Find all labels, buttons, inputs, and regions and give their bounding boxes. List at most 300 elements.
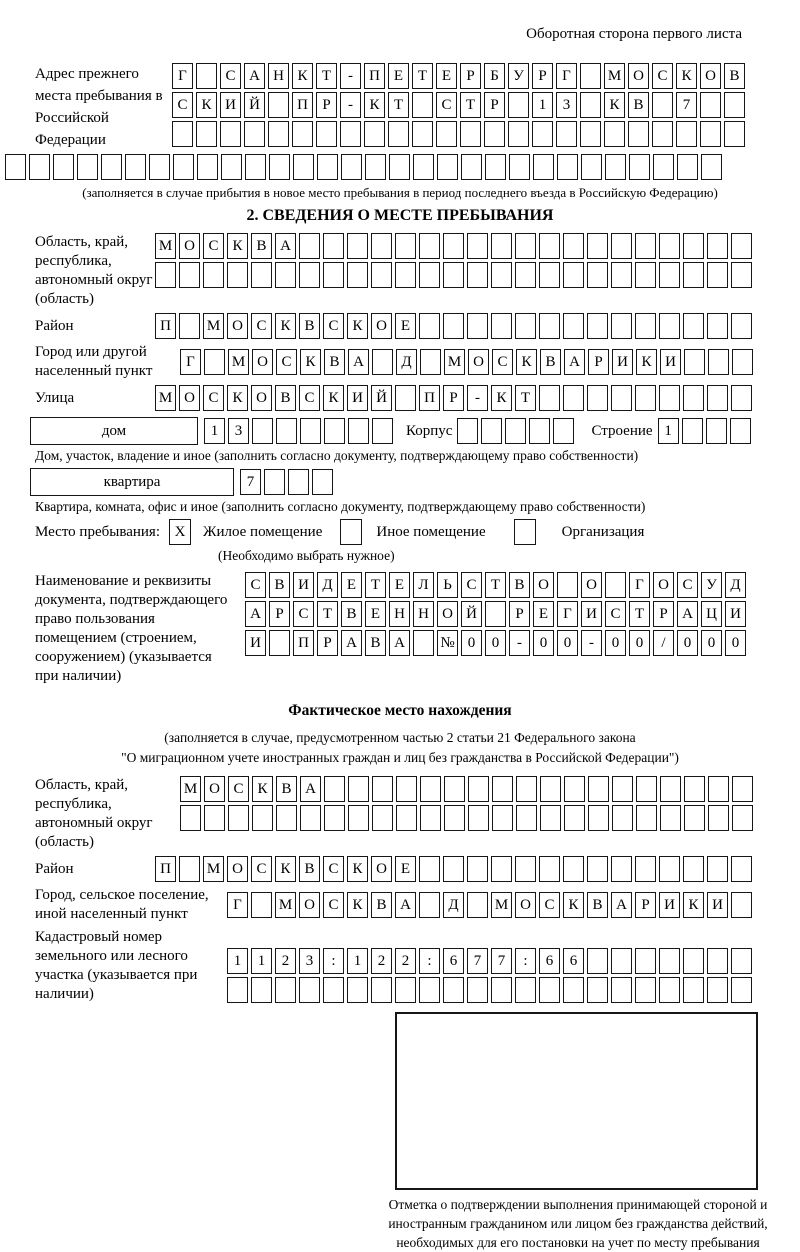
char-cell[interactable] xyxy=(204,349,225,375)
char-cell[interactable] xyxy=(268,92,289,118)
char-cell[interactable]: Р xyxy=(317,630,338,656)
char-cell[interactable] xyxy=(323,977,344,1003)
char-cell[interactable] xyxy=(684,805,705,831)
char-cell[interactable] xyxy=(468,776,489,802)
char-cell[interactable]: С xyxy=(539,892,560,918)
char-cell[interactable] xyxy=(540,776,561,802)
char-cell[interactable]: О xyxy=(371,313,392,339)
char-cell[interactable] xyxy=(587,385,608,411)
char-cell[interactable]: К xyxy=(636,349,657,375)
char-cell[interactable]: 1 xyxy=(658,418,679,444)
char-cell[interactable] xyxy=(700,121,721,147)
char-cell[interactable] xyxy=(539,856,560,882)
char-cell[interactable] xyxy=(348,776,369,802)
char-cell[interactable] xyxy=(467,313,488,339)
char-cell[interactable]: И xyxy=(660,349,681,375)
char-cell[interactable]: В xyxy=(509,572,530,598)
char-cell[interactable] xyxy=(611,856,632,882)
char-cell[interactable] xyxy=(347,262,368,288)
char-cell[interactable]: К xyxy=(196,92,217,118)
char-cell[interactable]: О xyxy=(533,572,554,598)
char-cell[interactable]: В xyxy=(724,63,745,89)
char-cell[interactable] xyxy=(659,262,680,288)
char-cell[interactable] xyxy=(485,154,506,180)
char-cell[interactable]: Д xyxy=(317,572,338,598)
char-cell[interactable] xyxy=(707,385,728,411)
char-cell[interactable] xyxy=(491,977,512,1003)
char-cell[interactable] xyxy=(515,856,536,882)
char-cell[interactable]: 0 xyxy=(725,630,746,656)
char-cell[interactable] xyxy=(659,856,680,882)
char-cell[interactable]: 0 xyxy=(557,630,578,656)
char-cell[interactable]: В xyxy=(628,92,649,118)
char-cell[interactable] xyxy=(316,121,337,147)
char-cell[interactable] xyxy=(731,892,752,918)
char-cell[interactable] xyxy=(612,805,633,831)
char-cell[interactable]: 0 xyxy=(629,630,650,656)
char-cell[interactable] xyxy=(268,121,289,147)
char-cell[interactable] xyxy=(659,313,680,339)
char-cell[interactable]: С xyxy=(677,572,698,598)
char-cell[interactable]: М xyxy=(180,776,201,802)
char-cell[interactable]: Т xyxy=(388,92,409,118)
char-cell[interactable] xyxy=(436,121,457,147)
char-cell[interactable] xyxy=(653,154,674,180)
char-cell[interactable]: В xyxy=(540,349,561,375)
char-cell[interactable]: А xyxy=(341,630,362,656)
char-cell[interactable] xyxy=(179,856,200,882)
char-cell[interactable]: П xyxy=(419,385,440,411)
char-cell[interactable]: : xyxy=(515,948,536,974)
char-cell[interactable] xyxy=(220,121,241,147)
char-cell[interactable] xyxy=(731,313,752,339)
char-cell[interactable] xyxy=(341,154,362,180)
char-cell[interactable]: К xyxy=(364,92,385,118)
char-cell[interactable] xyxy=(629,154,650,180)
char-cell[interactable]: М xyxy=(275,892,296,918)
checkbox-inoe[interactable] xyxy=(340,519,362,545)
char-cell[interactable] xyxy=(269,630,290,656)
char-cell[interactable] xyxy=(227,262,248,288)
char-cell[interactable]: Е xyxy=(436,63,457,89)
char-cell[interactable] xyxy=(604,121,625,147)
char-cell[interactable] xyxy=(252,805,273,831)
char-cell[interactable]: 1 xyxy=(532,92,553,118)
char-cell[interactable] xyxy=(491,856,512,882)
char-cell[interactable]: Е xyxy=(395,856,416,882)
char-cell[interactable] xyxy=(420,349,441,375)
checkbox-organizaciya[interactable] xyxy=(514,519,536,545)
char-cell[interactable]: Ь xyxy=(437,572,458,598)
char-cell[interactable]: И xyxy=(725,601,746,627)
char-cell[interactable]: Н xyxy=(268,63,289,89)
char-cell[interactable]: И xyxy=(293,572,314,598)
char-cell[interactable] xyxy=(443,977,464,1003)
char-cell[interactable] xyxy=(77,154,98,180)
char-cell[interactable] xyxy=(492,805,513,831)
char-cell[interactable]: Т xyxy=(460,92,481,118)
char-cell[interactable]: С xyxy=(228,776,249,802)
char-cell[interactable]: Е xyxy=(388,63,409,89)
char-cell[interactable] xyxy=(659,948,680,974)
char-cell[interactable] xyxy=(635,313,656,339)
char-cell[interactable] xyxy=(563,856,584,882)
char-cell[interactable] xyxy=(227,977,248,1003)
char-cell[interactable] xyxy=(684,776,705,802)
char-cell[interactable] xyxy=(457,418,478,444)
char-cell[interactable] xyxy=(563,385,584,411)
char-cell[interactable] xyxy=(659,385,680,411)
char-cell[interactable] xyxy=(491,262,512,288)
char-cell[interactable]: - xyxy=(509,630,530,656)
char-cell[interactable]: О xyxy=(700,63,721,89)
char-cell[interactable] xyxy=(179,262,200,288)
char-cell[interactable] xyxy=(707,948,728,974)
char-cell[interactable]: 0 xyxy=(533,630,554,656)
char-cell[interactable]: С xyxy=(323,313,344,339)
char-cell[interactable] xyxy=(419,892,440,918)
char-cell[interactable] xyxy=(443,313,464,339)
char-cell[interactable] xyxy=(467,856,488,882)
char-cell[interactable]: С xyxy=(293,601,314,627)
char-cell[interactable]: М xyxy=(155,385,176,411)
char-cell[interactable] xyxy=(660,805,681,831)
char-cell[interactable]: С xyxy=(436,92,457,118)
char-cell[interactable]: Р xyxy=(460,63,481,89)
char-cell[interactable] xyxy=(221,154,242,180)
char-cell[interactable] xyxy=(299,977,320,1003)
char-cell[interactable] xyxy=(437,154,458,180)
char-cell[interactable] xyxy=(731,233,752,259)
char-cell[interactable]: 2 xyxy=(371,948,392,974)
char-cell[interactable] xyxy=(371,262,392,288)
char-cell[interactable] xyxy=(372,805,393,831)
char-cell[interactable]: 1 xyxy=(347,948,368,974)
char-cell[interactable] xyxy=(683,977,704,1003)
char-cell[interactable] xyxy=(419,233,440,259)
char-cell[interactable]: А xyxy=(564,349,585,375)
char-cell[interactable]: В xyxy=(275,385,296,411)
char-cell[interactable]: 3 xyxy=(228,418,249,444)
char-cell[interactable] xyxy=(467,233,488,259)
char-cell[interactable]: С xyxy=(323,892,344,918)
char-cell[interactable] xyxy=(529,418,550,444)
char-cell[interactable]: К xyxy=(292,63,313,89)
char-cell[interactable] xyxy=(323,262,344,288)
char-cell[interactable] xyxy=(5,154,26,180)
char-cell[interactable] xyxy=(553,418,574,444)
char-cell[interactable]: П xyxy=(293,630,314,656)
char-cell[interactable] xyxy=(484,121,505,147)
char-cell[interactable]: О xyxy=(437,601,458,627)
char-cell[interactable]: У xyxy=(701,572,722,598)
char-cell[interactable]: О xyxy=(628,63,649,89)
char-cell[interactable] xyxy=(251,977,272,1003)
char-cell[interactable]: 0 xyxy=(677,630,698,656)
char-cell[interactable]: О xyxy=(252,349,273,375)
char-cell[interactable]: А xyxy=(245,601,266,627)
char-cell[interactable]: У xyxy=(508,63,529,89)
char-cell[interactable] xyxy=(677,154,698,180)
char-cell[interactable]: О xyxy=(179,385,200,411)
char-cell[interactable]: Р xyxy=(316,92,337,118)
char-cell[interactable]: Д xyxy=(725,572,746,598)
char-cell[interactable] xyxy=(587,948,608,974)
char-cell[interactable]: К xyxy=(347,313,368,339)
char-cell[interactable] xyxy=(636,776,657,802)
char-cell[interactable] xyxy=(396,805,417,831)
char-cell[interactable] xyxy=(288,469,309,495)
char-cell[interactable] xyxy=(365,154,386,180)
char-cell[interactable] xyxy=(149,154,170,180)
char-cell[interactable]: Р xyxy=(532,63,553,89)
char-cell[interactable] xyxy=(443,233,464,259)
char-cell[interactable] xyxy=(587,262,608,288)
char-cell[interactable] xyxy=(588,805,609,831)
char-cell[interactable]: Е xyxy=(341,572,362,598)
char-cell[interactable] xyxy=(581,154,602,180)
char-cell[interactable] xyxy=(481,418,502,444)
char-cell[interactable] xyxy=(683,856,704,882)
char-cell[interactable]: Т xyxy=(515,385,536,411)
char-cell[interactable] xyxy=(395,233,416,259)
char-cell[interactable]: 2 xyxy=(395,948,416,974)
char-cell[interactable] xyxy=(372,776,393,802)
char-cell[interactable]: М xyxy=(203,856,224,882)
char-cell[interactable] xyxy=(635,977,656,1003)
char-cell[interactable] xyxy=(683,385,704,411)
char-cell[interactable] xyxy=(276,805,297,831)
char-cell[interactable] xyxy=(467,892,488,918)
char-cell[interactable] xyxy=(515,262,536,288)
char-cell[interactable] xyxy=(275,977,296,1003)
char-cell[interactable]: С xyxy=(276,349,297,375)
char-cell[interactable] xyxy=(724,121,745,147)
char-cell[interactable]: И xyxy=(220,92,241,118)
char-cell[interactable] xyxy=(611,948,632,974)
char-cell[interactable]: Р xyxy=(484,92,505,118)
char-cell[interactable] xyxy=(388,121,409,147)
char-cell[interactable]: 1 xyxy=(227,948,248,974)
char-cell[interactable] xyxy=(682,418,703,444)
char-cell[interactable]: И xyxy=(707,892,728,918)
char-cell[interactable] xyxy=(707,313,728,339)
char-cell[interactable] xyxy=(539,233,560,259)
char-cell[interactable]: К xyxy=(347,856,368,882)
char-cell[interactable]: К xyxy=(516,349,537,375)
char-cell[interactable] xyxy=(269,154,290,180)
char-cell[interactable] xyxy=(275,262,296,288)
char-cell[interactable] xyxy=(707,977,728,1003)
char-cell[interactable] xyxy=(611,233,632,259)
char-cell[interactable] xyxy=(264,469,285,495)
char-cell[interactable]: Е xyxy=(389,572,410,598)
char-cell[interactable]: О xyxy=(515,892,536,918)
char-cell[interactable]: Г xyxy=(180,349,201,375)
char-cell[interactable]: Г xyxy=(629,572,650,598)
char-cell[interactable]: С xyxy=(251,856,272,882)
char-cell[interactable]: О xyxy=(179,233,200,259)
char-cell[interactable] xyxy=(652,92,673,118)
char-cell[interactable]: - xyxy=(340,63,361,89)
char-cell[interactable] xyxy=(371,233,392,259)
char-cell[interactable] xyxy=(605,154,626,180)
char-cell[interactable] xyxy=(324,776,345,802)
char-cell[interactable] xyxy=(636,805,657,831)
char-cell[interactable] xyxy=(300,418,321,444)
char-cell[interactable] xyxy=(324,418,345,444)
char-cell[interactable]: И xyxy=(659,892,680,918)
char-cell[interactable] xyxy=(101,154,122,180)
char-cell[interactable] xyxy=(395,977,416,1003)
char-cell[interactable] xyxy=(539,385,560,411)
char-cell[interactable]: С xyxy=(299,385,320,411)
char-cell[interactable]: В xyxy=(269,572,290,598)
char-cell[interactable] xyxy=(468,805,489,831)
char-cell[interactable]: Т xyxy=(485,572,506,598)
char-cell[interactable] xyxy=(323,233,344,259)
char-cell[interactable] xyxy=(292,121,313,147)
char-cell[interactable] xyxy=(707,856,728,882)
char-cell[interactable] xyxy=(701,154,722,180)
char-cell[interactable] xyxy=(419,313,440,339)
char-cell[interactable] xyxy=(419,977,440,1003)
char-cell[interactable]: № xyxy=(437,630,458,656)
char-cell[interactable]: А xyxy=(611,892,632,918)
char-cell[interactable] xyxy=(635,262,656,288)
char-cell[interactable]: Р xyxy=(443,385,464,411)
char-cell[interactable]: В xyxy=(251,233,272,259)
char-cell[interactable] xyxy=(347,977,368,1003)
char-cell[interactable] xyxy=(125,154,146,180)
char-cell[interactable] xyxy=(412,121,433,147)
char-cell[interactable]: Г xyxy=(556,63,577,89)
char-cell[interactable] xyxy=(317,154,338,180)
char-cell[interactable] xyxy=(556,121,577,147)
char-cell[interactable]: Ц xyxy=(701,601,722,627)
char-cell[interactable]: С xyxy=(251,313,272,339)
char-cell[interactable] xyxy=(611,262,632,288)
char-cell[interactable] xyxy=(395,262,416,288)
char-cell[interactable]: К xyxy=(323,385,344,411)
char-cell[interactable] xyxy=(515,313,536,339)
char-cell[interactable] xyxy=(53,154,74,180)
char-cell[interactable]: 0 xyxy=(701,630,722,656)
char-cell[interactable]: С xyxy=(461,572,482,598)
char-cell[interactable] xyxy=(372,349,393,375)
char-cell[interactable]: Й xyxy=(244,92,265,118)
char-cell[interactable]: О xyxy=(653,572,674,598)
char-cell[interactable]: 7 xyxy=(240,469,261,495)
char-cell[interactable]: К xyxy=(275,856,296,882)
char-cell[interactable]: И xyxy=(347,385,368,411)
char-cell[interactable]: Й xyxy=(461,601,482,627)
char-cell[interactable] xyxy=(276,418,297,444)
char-cell[interactable]: - xyxy=(467,385,488,411)
char-cell[interactable]: Г xyxy=(172,63,193,89)
char-cell[interactable] xyxy=(539,313,560,339)
char-cell[interactable] xyxy=(539,977,560,1003)
char-cell[interactable]: К xyxy=(227,385,248,411)
char-cell[interactable] xyxy=(612,776,633,802)
char-cell[interactable] xyxy=(389,154,410,180)
char-cell[interactable]: 7 xyxy=(467,948,488,974)
char-cell[interactable]: Г xyxy=(557,601,578,627)
char-cell[interactable]: 6 xyxy=(563,948,584,974)
char-cell[interactable]: В xyxy=(341,601,362,627)
char-cell[interactable] xyxy=(419,262,440,288)
char-cell[interactable] xyxy=(732,349,753,375)
char-cell[interactable] xyxy=(731,385,752,411)
char-cell[interactable] xyxy=(461,154,482,180)
char-cell[interactable] xyxy=(491,233,512,259)
char-cell[interactable]: 6 xyxy=(539,948,560,974)
char-cell[interactable] xyxy=(293,154,314,180)
char-cell[interactable] xyxy=(684,349,705,375)
char-cell[interactable]: О xyxy=(299,892,320,918)
char-cell[interactable] xyxy=(173,154,194,180)
char-cell[interactable] xyxy=(730,418,751,444)
char-cell[interactable]: А xyxy=(300,776,321,802)
char-cell[interactable]: С xyxy=(203,233,224,259)
char-cell[interactable] xyxy=(659,977,680,1003)
char-cell[interactable]: О xyxy=(371,856,392,882)
char-cell[interactable] xyxy=(731,856,752,882)
char-cell[interactable]: К xyxy=(683,892,704,918)
char-cell[interactable] xyxy=(420,776,441,802)
char-cell[interactable]: Е xyxy=(365,601,386,627)
char-cell[interactable]: С xyxy=(605,601,626,627)
char-cell[interactable] xyxy=(532,121,553,147)
char-cell[interactable] xyxy=(299,233,320,259)
char-cell[interactable] xyxy=(485,601,506,627)
char-cell[interactable]: О xyxy=(581,572,602,598)
char-cell[interactable] xyxy=(509,154,530,180)
char-cell[interactable] xyxy=(300,805,321,831)
char-cell[interactable] xyxy=(251,262,272,288)
char-cell[interactable] xyxy=(563,313,584,339)
char-cell[interactable] xyxy=(299,262,320,288)
char-cell[interactable]: Т xyxy=(412,63,433,89)
char-cell[interactable]: А xyxy=(348,349,369,375)
char-cell[interactable] xyxy=(372,418,393,444)
char-cell[interactable]: 0 xyxy=(605,630,626,656)
char-cell[interactable]: В xyxy=(299,313,320,339)
char-cell[interactable] xyxy=(683,233,704,259)
char-cell[interactable]: К xyxy=(227,233,248,259)
char-cell[interactable] xyxy=(371,977,392,1003)
char-cell[interactable]: / xyxy=(653,630,674,656)
char-cell[interactable]: П xyxy=(364,63,385,89)
char-cell[interactable]: В xyxy=(587,892,608,918)
char-cell[interactable]: И xyxy=(581,601,602,627)
char-cell[interactable] xyxy=(251,892,272,918)
char-cell[interactable] xyxy=(420,805,441,831)
char-cell[interactable] xyxy=(557,572,578,598)
char-cell[interactable]: А xyxy=(389,630,410,656)
char-cell[interactable]: 1 xyxy=(251,948,272,974)
char-cell[interactable]: Р xyxy=(653,601,674,627)
char-cell[interactable] xyxy=(588,776,609,802)
char-cell[interactable] xyxy=(347,233,368,259)
char-cell[interactable] xyxy=(635,385,656,411)
char-cell[interactable] xyxy=(540,805,561,831)
char-cell[interactable] xyxy=(312,469,333,495)
char-cell[interactable]: М xyxy=(228,349,249,375)
char-cell[interactable] xyxy=(731,977,752,1003)
char-cell[interactable] xyxy=(197,154,218,180)
char-cell[interactable]: С xyxy=(492,349,513,375)
